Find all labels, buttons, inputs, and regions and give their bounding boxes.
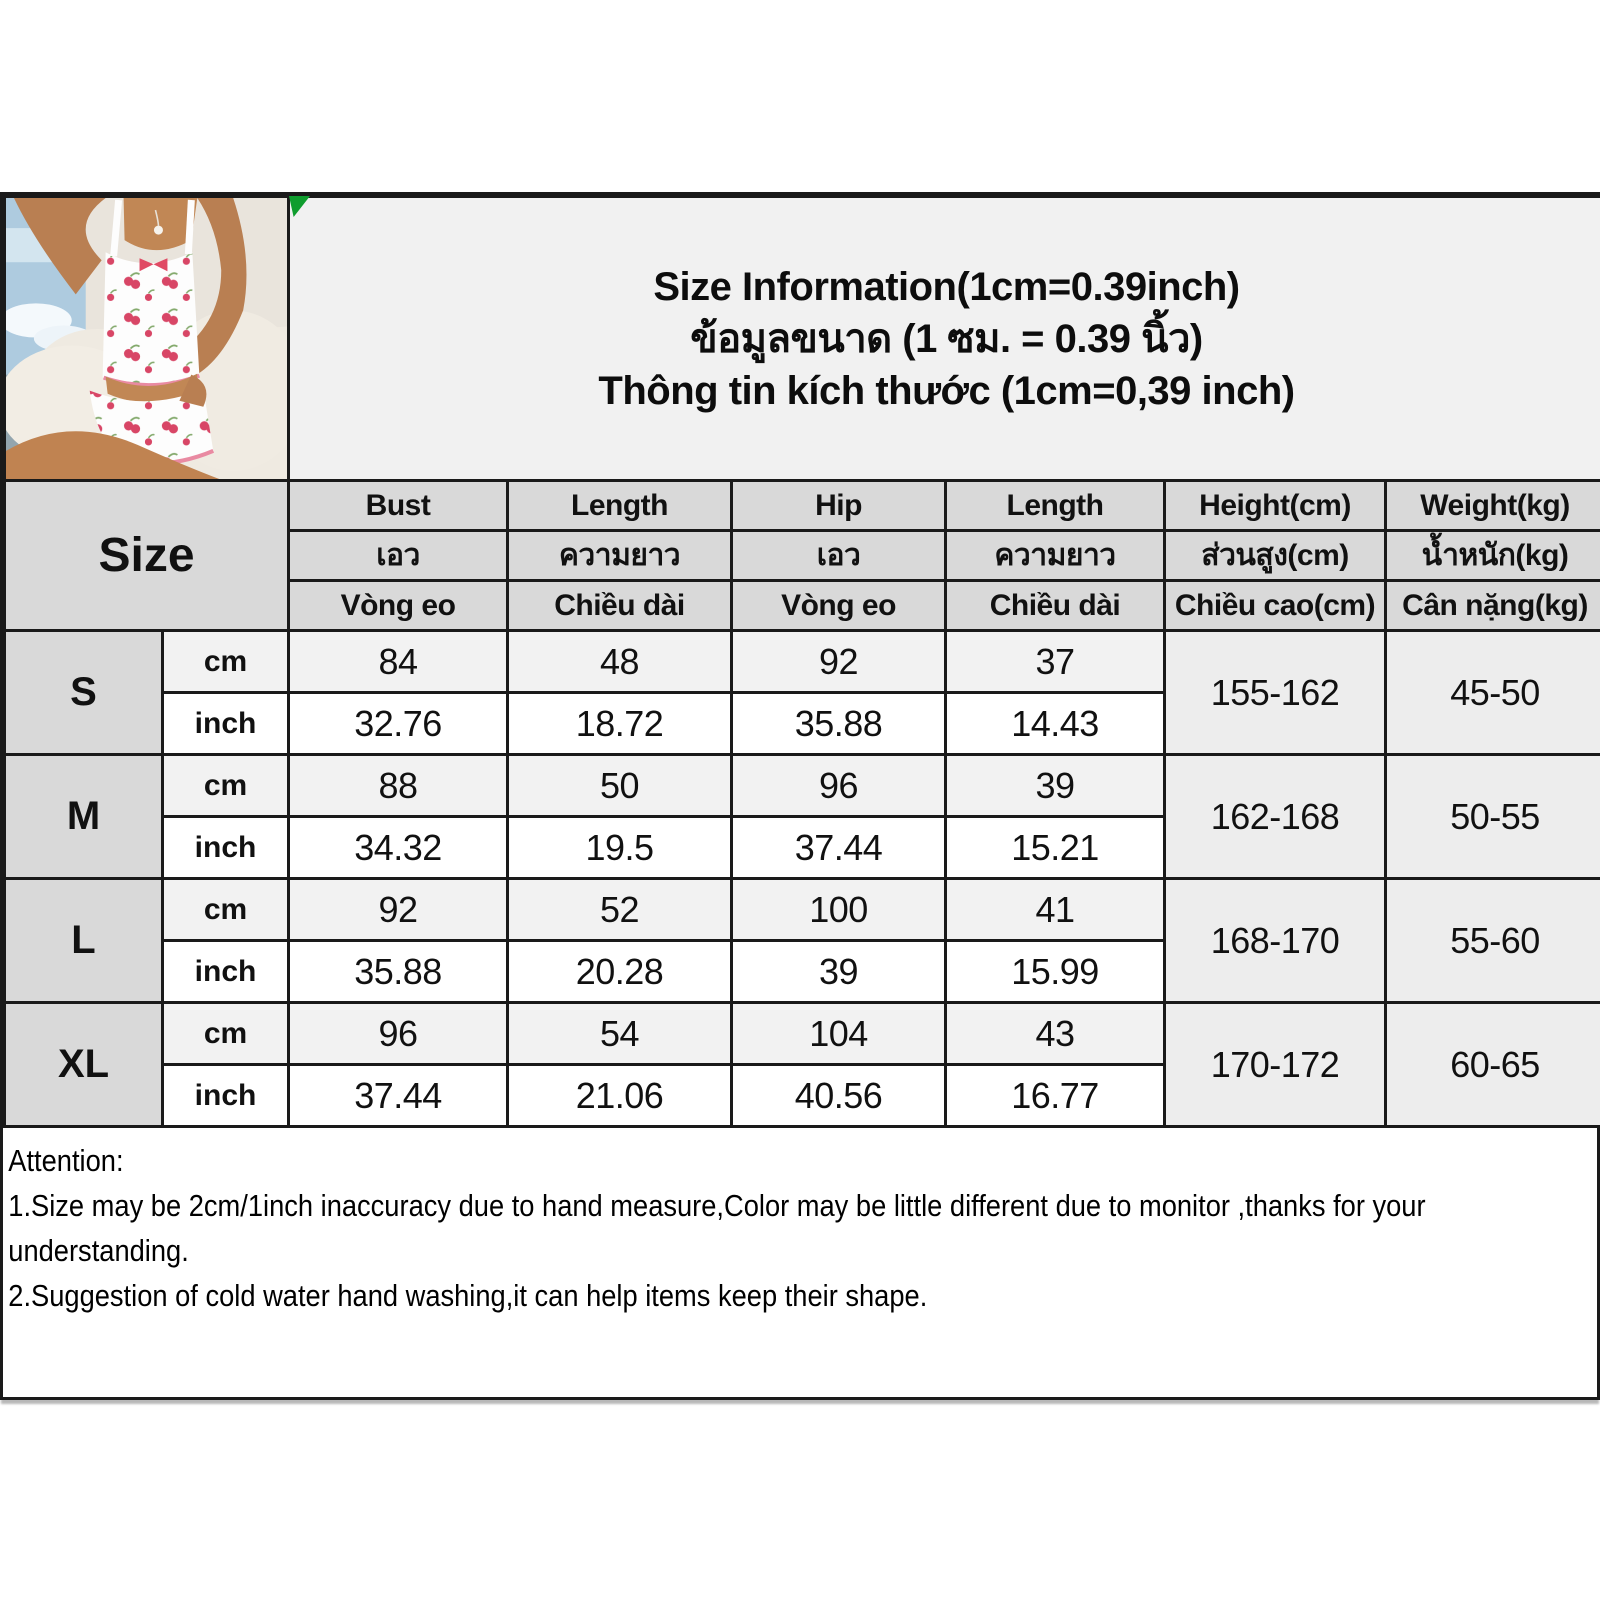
col-header-weight-en: Weight(kg): [1386, 481, 1600, 531]
cell-xl-height: 170-172: [1165, 1003, 1386, 1127]
title-th: ข้อมูลขนาด (1 ซม. = 0.39 นิ้ว): [690, 316, 1203, 361]
cell-s-length1-inch: 18.72: [508, 693, 732, 755]
unit-label-cm: cm: [163, 879, 289, 941]
col-header-weight-vi: Cân nặng(kg): [1386, 581, 1600, 631]
cell-l-bust-cm: 92: [289, 879, 508, 941]
size-label-xl: XL: [5, 1003, 163, 1127]
cell-m-length1-cm: 50: [508, 755, 732, 817]
col-header-length1-vi: Chiều dài: [508, 581, 732, 631]
cell-l-hip-inch: 39: [732, 941, 946, 1003]
attention-note-1: 1.Size may be 2cm/1inch inaccuracy due to hand measure,Color may be little different due to monitor ,thanks for your understanding.: [8, 1188, 1426, 1268]
cell-l-bust-inch: 35.88: [289, 941, 508, 1003]
cell-m-hip-cm: 96: [732, 755, 946, 817]
cell-l-height: 168-170: [1165, 879, 1386, 1003]
size-corner-label: Size: [5, 481, 289, 631]
cell-xl-bust-cm: 96: [289, 1003, 508, 1065]
attention-heading: Attention:: [8, 1143, 124, 1178]
col-header-bust-th: เอว: [289, 531, 508, 581]
col-header-weight-th: น้ำหนัก(kg): [1386, 531, 1600, 581]
col-header-hip-vi: Vòng eo: [732, 581, 946, 631]
cell-l-hip-cm: 100: [732, 879, 946, 941]
cell-xl-weight: 60-65: [1386, 1003, 1600, 1127]
title-cell: [289, 197, 1600, 481]
cell-s-hip-inch: 35.88: [732, 693, 946, 755]
col-header-hip-en: Hip: [732, 481, 946, 531]
cell-xl-hip-cm: 104: [732, 1003, 946, 1065]
size-label-m: M: [5, 755, 163, 879]
col-header-height-th: ส่วนสูง(cm): [1165, 531, 1386, 581]
unit-label-cm: cm: [163, 631, 289, 693]
unit-label-cm: cm: [163, 1003, 289, 1065]
col-header-height-vi: Chiều cao(cm): [1165, 581, 1386, 631]
cell-s-length2-inch: 14.43: [946, 693, 1165, 755]
cell-s-height: 155-162: [1165, 631, 1386, 755]
size-label-l: L: [5, 879, 163, 1003]
table-row-xl-cm: [5, 1003, 1600, 1065]
table-row-l-cm: [5, 879, 1600, 941]
col-header-bust-vi: Vòng eo: [289, 581, 508, 631]
title-vi: Thông tin kích thước (1cm=0,39 inch): [598, 368, 1295, 413]
col-header-height-en: Height(cm): [1165, 481, 1386, 531]
cell-m-bust-cm: 88: [289, 755, 508, 817]
product-photo-cell: [5, 197, 289, 481]
cell-s-bust-inch: 32.76: [289, 693, 508, 755]
col-header-length2-vi: Chiều dài: [946, 581, 1165, 631]
cell-xl-length2-inch: 16.77: [946, 1065, 1165, 1127]
unit-label-inch: inch: [163, 1065, 289, 1127]
cell-l-weight: 55-60: [1386, 879, 1600, 1003]
cell-m-hip-inch: 37.44: [732, 817, 946, 879]
cell-l-length2-cm: 41: [946, 879, 1165, 941]
cell-m-bust-inch: 34.32: [289, 817, 508, 879]
cell-s-length2-cm: 37: [946, 631, 1165, 693]
chart-frame: [0, 192, 1600, 1400]
cell-xl-length1-inch: 21.06: [508, 1065, 732, 1127]
unit-label-inch: inch: [163, 941, 289, 1003]
col-header-bust-en: Bust: [289, 481, 508, 531]
cell-l-length1-cm: 52: [508, 879, 732, 941]
cell-s-hip-cm: 92: [732, 631, 946, 693]
cell-xl-bust-inch: 37.44: [289, 1065, 508, 1127]
attention-note-2: 2.Suggestion of cold water hand washing,it can help items keep their shape.: [8, 1278, 928, 1313]
cell-m-length1-inch: 19.5: [508, 817, 732, 879]
unit-label-cm: cm: [163, 755, 289, 817]
col-header-length1-en: Length: [508, 481, 732, 531]
cell-xl-length1-cm: 54: [508, 1003, 732, 1065]
cell-m-length2-cm: 39: [946, 755, 1165, 817]
cell-s-bust-cm: 84: [289, 631, 508, 693]
col-header-length2-en: Length: [946, 481, 1165, 531]
cell-l-length2-inch: 15.99: [946, 941, 1165, 1003]
cell-xl-length2-cm: 43: [946, 1003, 1165, 1065]
size-label-s: S: [5, 631, 163, 755]
col-header-length2-th: ความยาว: [946, 531, 1165, 581]
cell-m-weight: 50-55: [1386, 755, 1600, 879]
cell-m-height: 162-168: [1165, 755, 1386, 879]
cell-m-length2-inch: 15.21: [946, 817, 1165, 879]
col-header-length1-th: ความยาว: [508, 531, 732, 581]
table-row-s-cm: [5, 631, 1600, 693]
cell-l-length1-inch: 20.28: [508, 941, 732, 1003]
title-en: Size Information(1cm=0.39inch): [653, 264, 1240, 309]
product-photo-icon: [6, 198, 287, 479]
attention-notes: [3, 1128, 1600, 1318]
cell-xl-hip-inch: 40.56: [732, 1065, 946, 1127]
size-table: [3, 195, 1600, 1128]
cell-s-length1-cm: 48: [508, 631, 732, 693]
unit-label-inch: inch: [163, 693, 289, 755]
table-row-m-cm: [5, 755, 1600, 817]
cell-s-weight: 45-50: [1386, 631, 1600, 755]
unit-label-inch: inch: [163, 817, 289, 879]
col-header-hip-th: เอว: [732, 531, 946, 581]
